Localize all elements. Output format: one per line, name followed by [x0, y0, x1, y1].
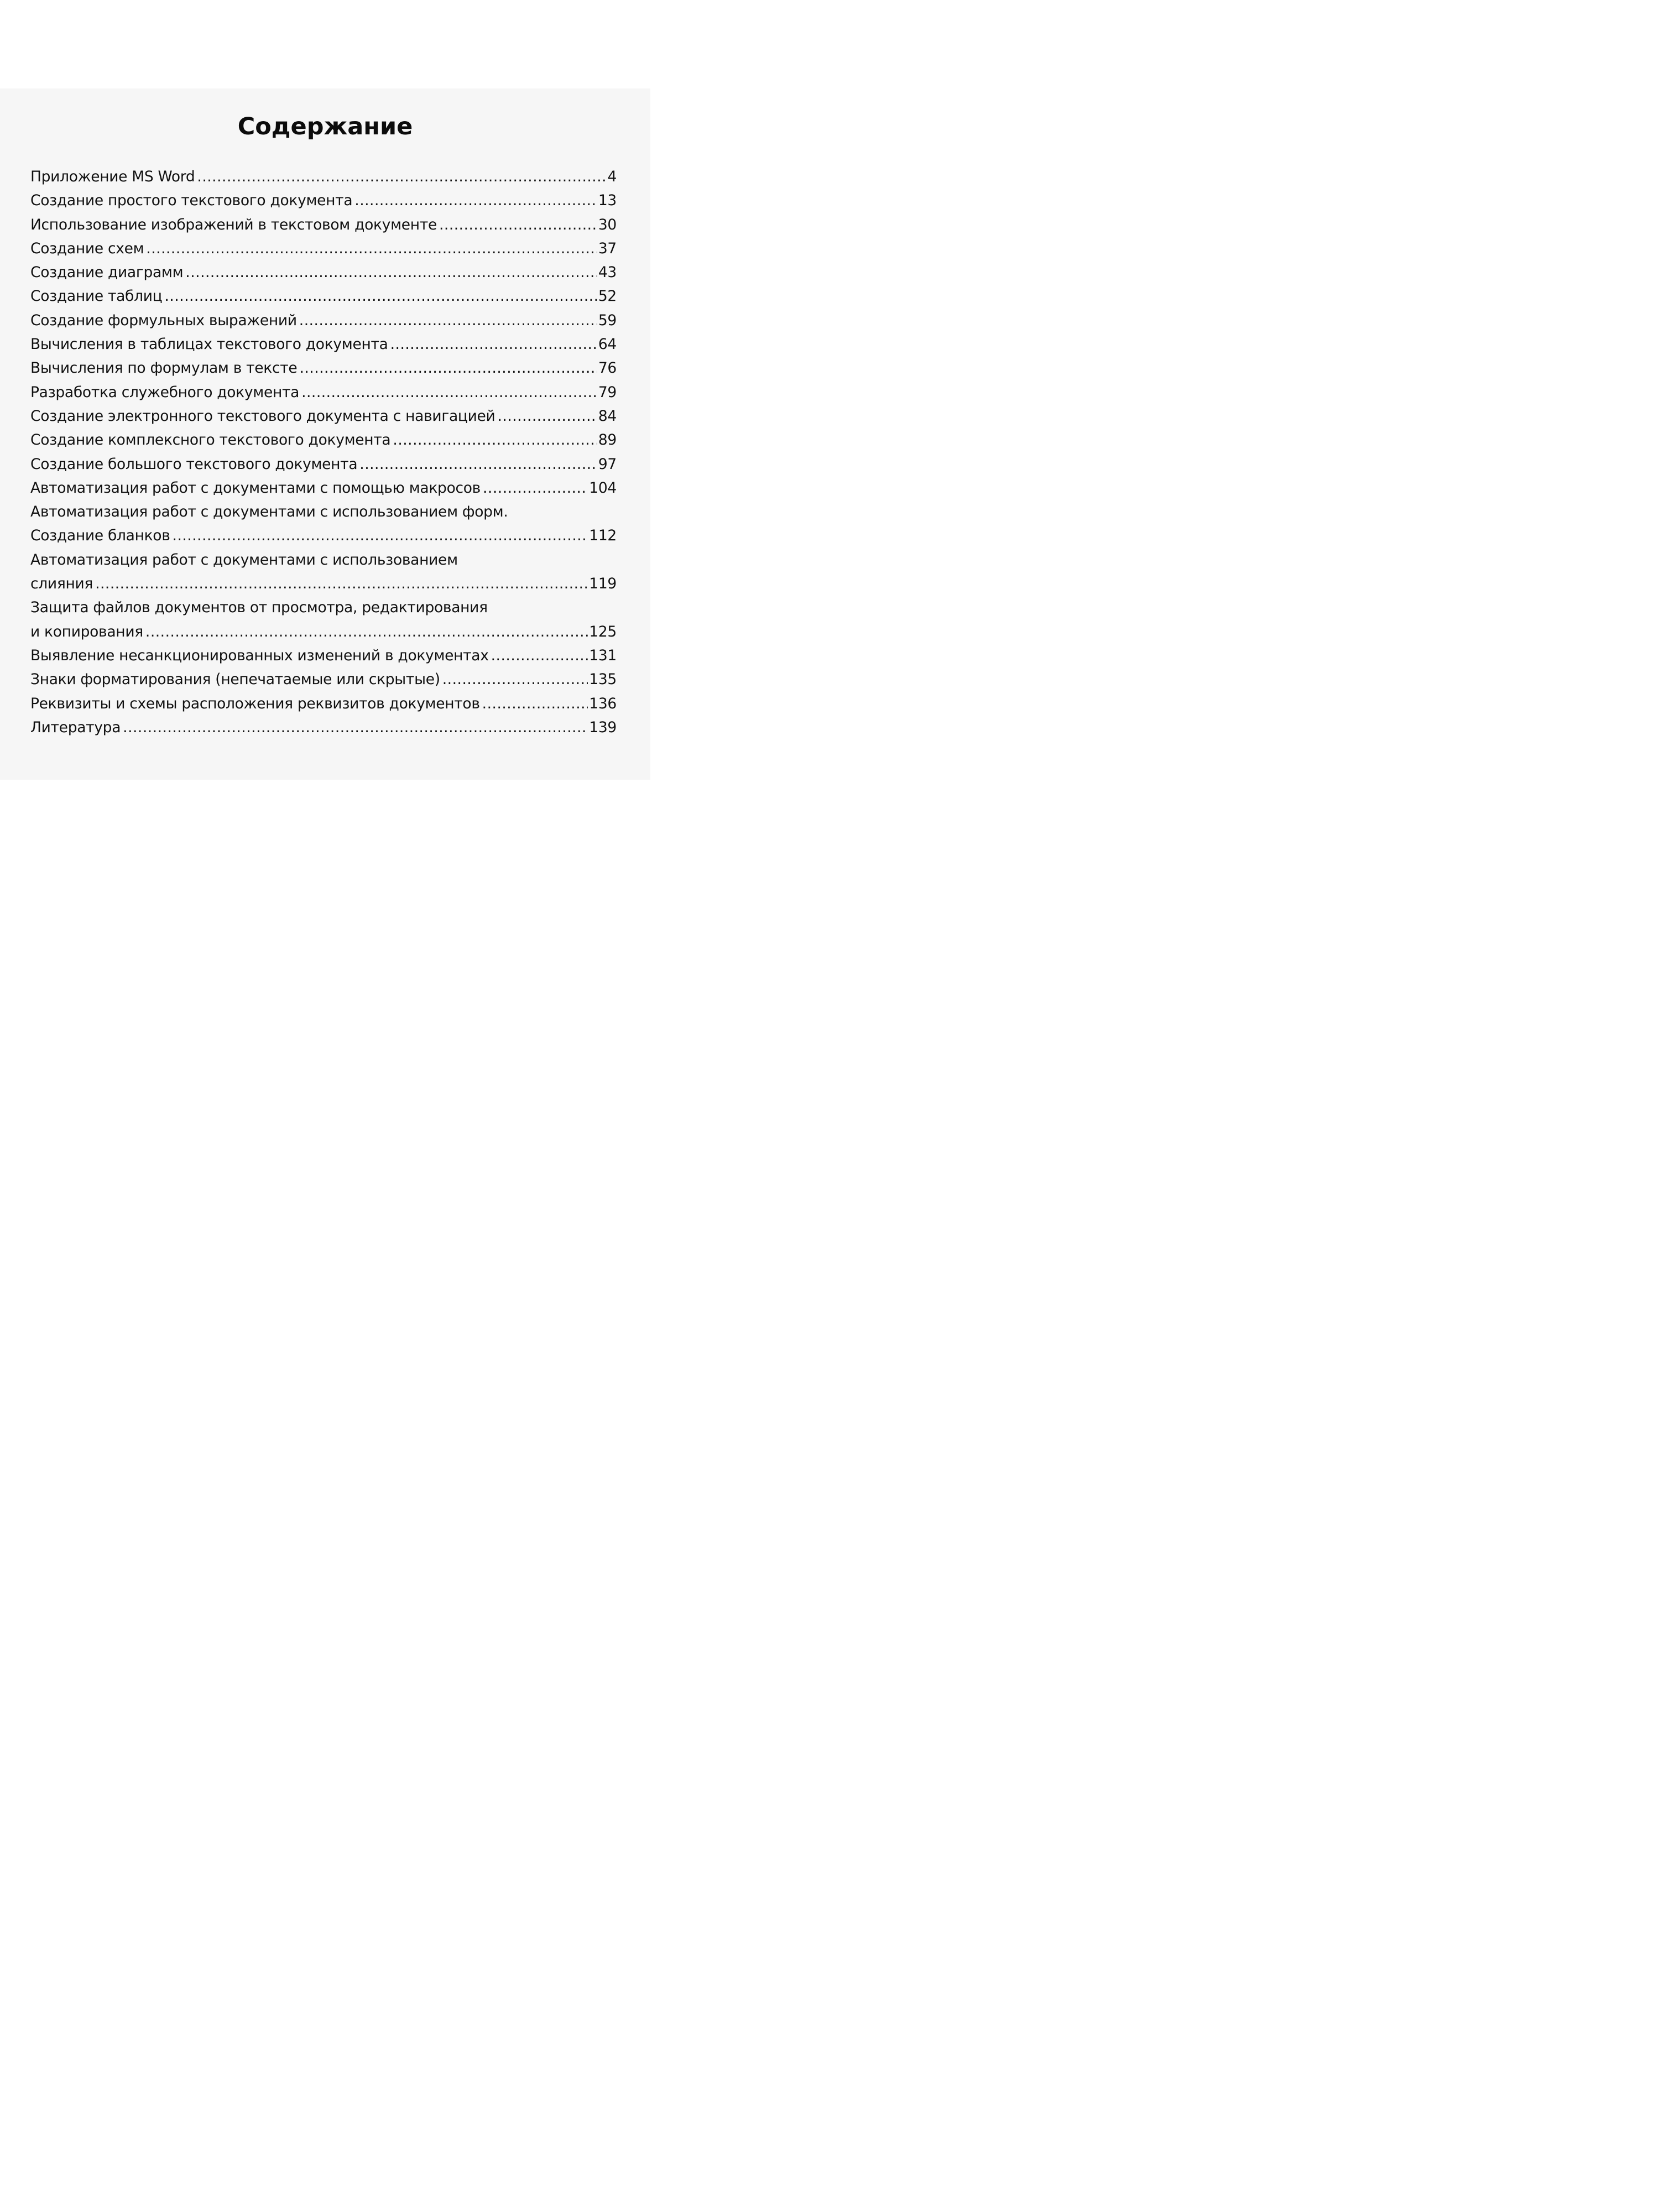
toc-entry-page-number: 112 [589, 527, 617, 545]
toc-entry [30, 309, 617, 332]
toc-entry-title: Создание схем [30, 239, 144, 257]
toc-entry-title: и копирования [30, 623, 143, 640]
toc-entry [30, 692, 617, 716]
toc-entry-page-number: 84 [598, 407, 617, 425]
toc-dot-leader [123, 716, 588, 739]
toc-dot-leader [164, 284, 597, 308]
toc-dot-leader [185, 260, 597, 284]
toc-entry-page-number: 104 [589, 479, 617, 497]
toc-entry-title: Автоматизация работ с документами с помощью макросов [30, 479, 481, 497]
toc-entry-page-number: 136 [589, 695, 617, 712]
toc-entry [30, 548, 617, 572]
toc-entry-title: Создание электронного текстового документа с навигацией [30, 407, 495, 425]
toc-dot-leader [482, 692, 588, 716]
toc-entry-page-number: 13 [598, 192, 617, 210]
toc-dot-leader [95, 572, 588, 596]
toc-dot-leader [145, 620, 588, 644]
toc-entry-page-number: 64 [598, 336, 617, 353]
toc-dot-leader [497, 404, 597, 428]
toc-entry-page-number: 131 [589, 646, 617, 664]
toc-entry-title: Создание диаграмм [30, 264, 184, 281]
toc-entry [30, 596, 617, 619]
toc-entry-title: Автоматизация работ с документами с использованием форм. [30, 503, 508, 521]
toc-dot-leader [491, 644, 588, 667]
toc-entry [30, 404, 617, 428]
toc-entry-title: Разработка служебного документа [30, 383, 300, 401]
toc-entry-page-number: 76 [598, 359, 617, 377]
toc-entry-title: Знаки форматирования (непечатаемые или скрытые) [30, 671, 440, 688]
toc-dot-leader [359, 452, 597, 476]
toc-entry-title: слияния [30, 575, 93, 593]
toc-dot-leader [354, 189, 597, 212]
toc-entry-title: Создание бланков [30, 527, 170, 545]
toc-entry [30, 524, 617, 547]
toc-entry-title: Создание комплексного текстового документа [30, 431, 391, 449]
toc-entry [30, 428, 617, 452]
toc-entry [30, 572, 617, 596]
toc-entry [30, 452, 617, 476]
toc-entry-page-number: 139 [589, 718, 617, 736]
toc-dot-leader [173, 524, 588, 547]
toc-entry-page-number: 89 [598, 431, 617, 449]
toc-entry [30, 332, 617, 356]
toc-dot-leader [146, 237, 597, 260]
toc-entry [30, 165, 617, 189]
toc-entry [30, 237, 617, 260]
toc-entry-title: Приложение MS Word [30, 168, 195, 185]
toc-entry-page-number: 79 [598, 383, 617, 401]
toc-dot-leader [390, 332, 597, 356]
toc-entry-page-number: 30 [598, 216, 617, 233]
toc-entry-title: Защита файлов документов от просмотра, редактирования [30, 599, 488, 617]
toc-entry [30, 644, 617, 667]
toc-entry-title: Литература [30, 718, 121, 736]
table-of-contents [30, 165, 617, 739]
toc-entry [30, 500, 617, 524]
toc-entry-page-number: 37 [598, 239, 617, 257]
toc-dot-leader [299, 356, 597, 380]
toc-dot-leader [299, 309, 597, 332]
toc-dot-leader [483, 476, 588, 500]
toc-entry-page-number: 119 [589, 575, 617, 593]
toc-dot-leader [301, 380, 597, 404]
toc-entry-page-number: 4 [607, 168, 617, 185]
toc-entry [30, 620, 617, 644]
toc-entry-title: Создание простого текстового документа [30, 192, 353, 210]
toc-entry-title: Вычисления по формулам в тексте [30, 359, 298, 377]
toc-entry-title: Выявление несанкционированных изменений в документах [30, 646, 489, 664]
toc-entry [30, 380, 617, 404]
toc-entry-title: Реквизиты и схемы расположения реквизитов документов [30, 695, 480, 712]
toc-entry [30, 716, 617, 739]
toc-entry [30, 476, 617, 500]
toc-entry-title: Использование изображений в текстовом документе [30, 216, 437, 233]
toc-entry-title: Автоматизация работ с документами с использованием [30, 551, 458, 568]
toc-entry [30, 356, 617, 380]
toc-entry [30, 284, 617, 308]
toc-entry-page-number: 52 [598, 288, 617, 305]
toc-dot-leader [442, 667, 588, 691]
toc-entry-title: Создание формульных выражений [30, 311, 297, 329]
toc-dot-leader [393, 428, 597, 452]
toc-entry [30, 213, 617, 237]
toc-entry-title: Создание таблиц [30, 288, 163, 305]
toc-entry [30, 667, 617, 691]
toc-entry-title: Создание большого текстового документа [30, 455, 358, 473]
toc-entry-page-number: 59 [598, 311, 617, 329]
toc-entry-page-number: 125 [589, 623, 617, 640]
toc-entry [30, 189, 617, 212]
toc-dot-leader [197, 165, 606, 189]
toc-entry-page-number: 43 [598, 264, 617, 281]
toc-dot-leader [439, 213, 597, 237]
toc-entry-title: Вычисления в таблицах текстового документа [30, 336, 388, 353]
toc-entry-page-number: 135 [589, 671, 617, 688]
toc-entry [30, 260, 617, 284]
toc-entry-page-number: 97 [598, 455, 617, 473]
page-title: Содержание [237, 113, 413, 140]
